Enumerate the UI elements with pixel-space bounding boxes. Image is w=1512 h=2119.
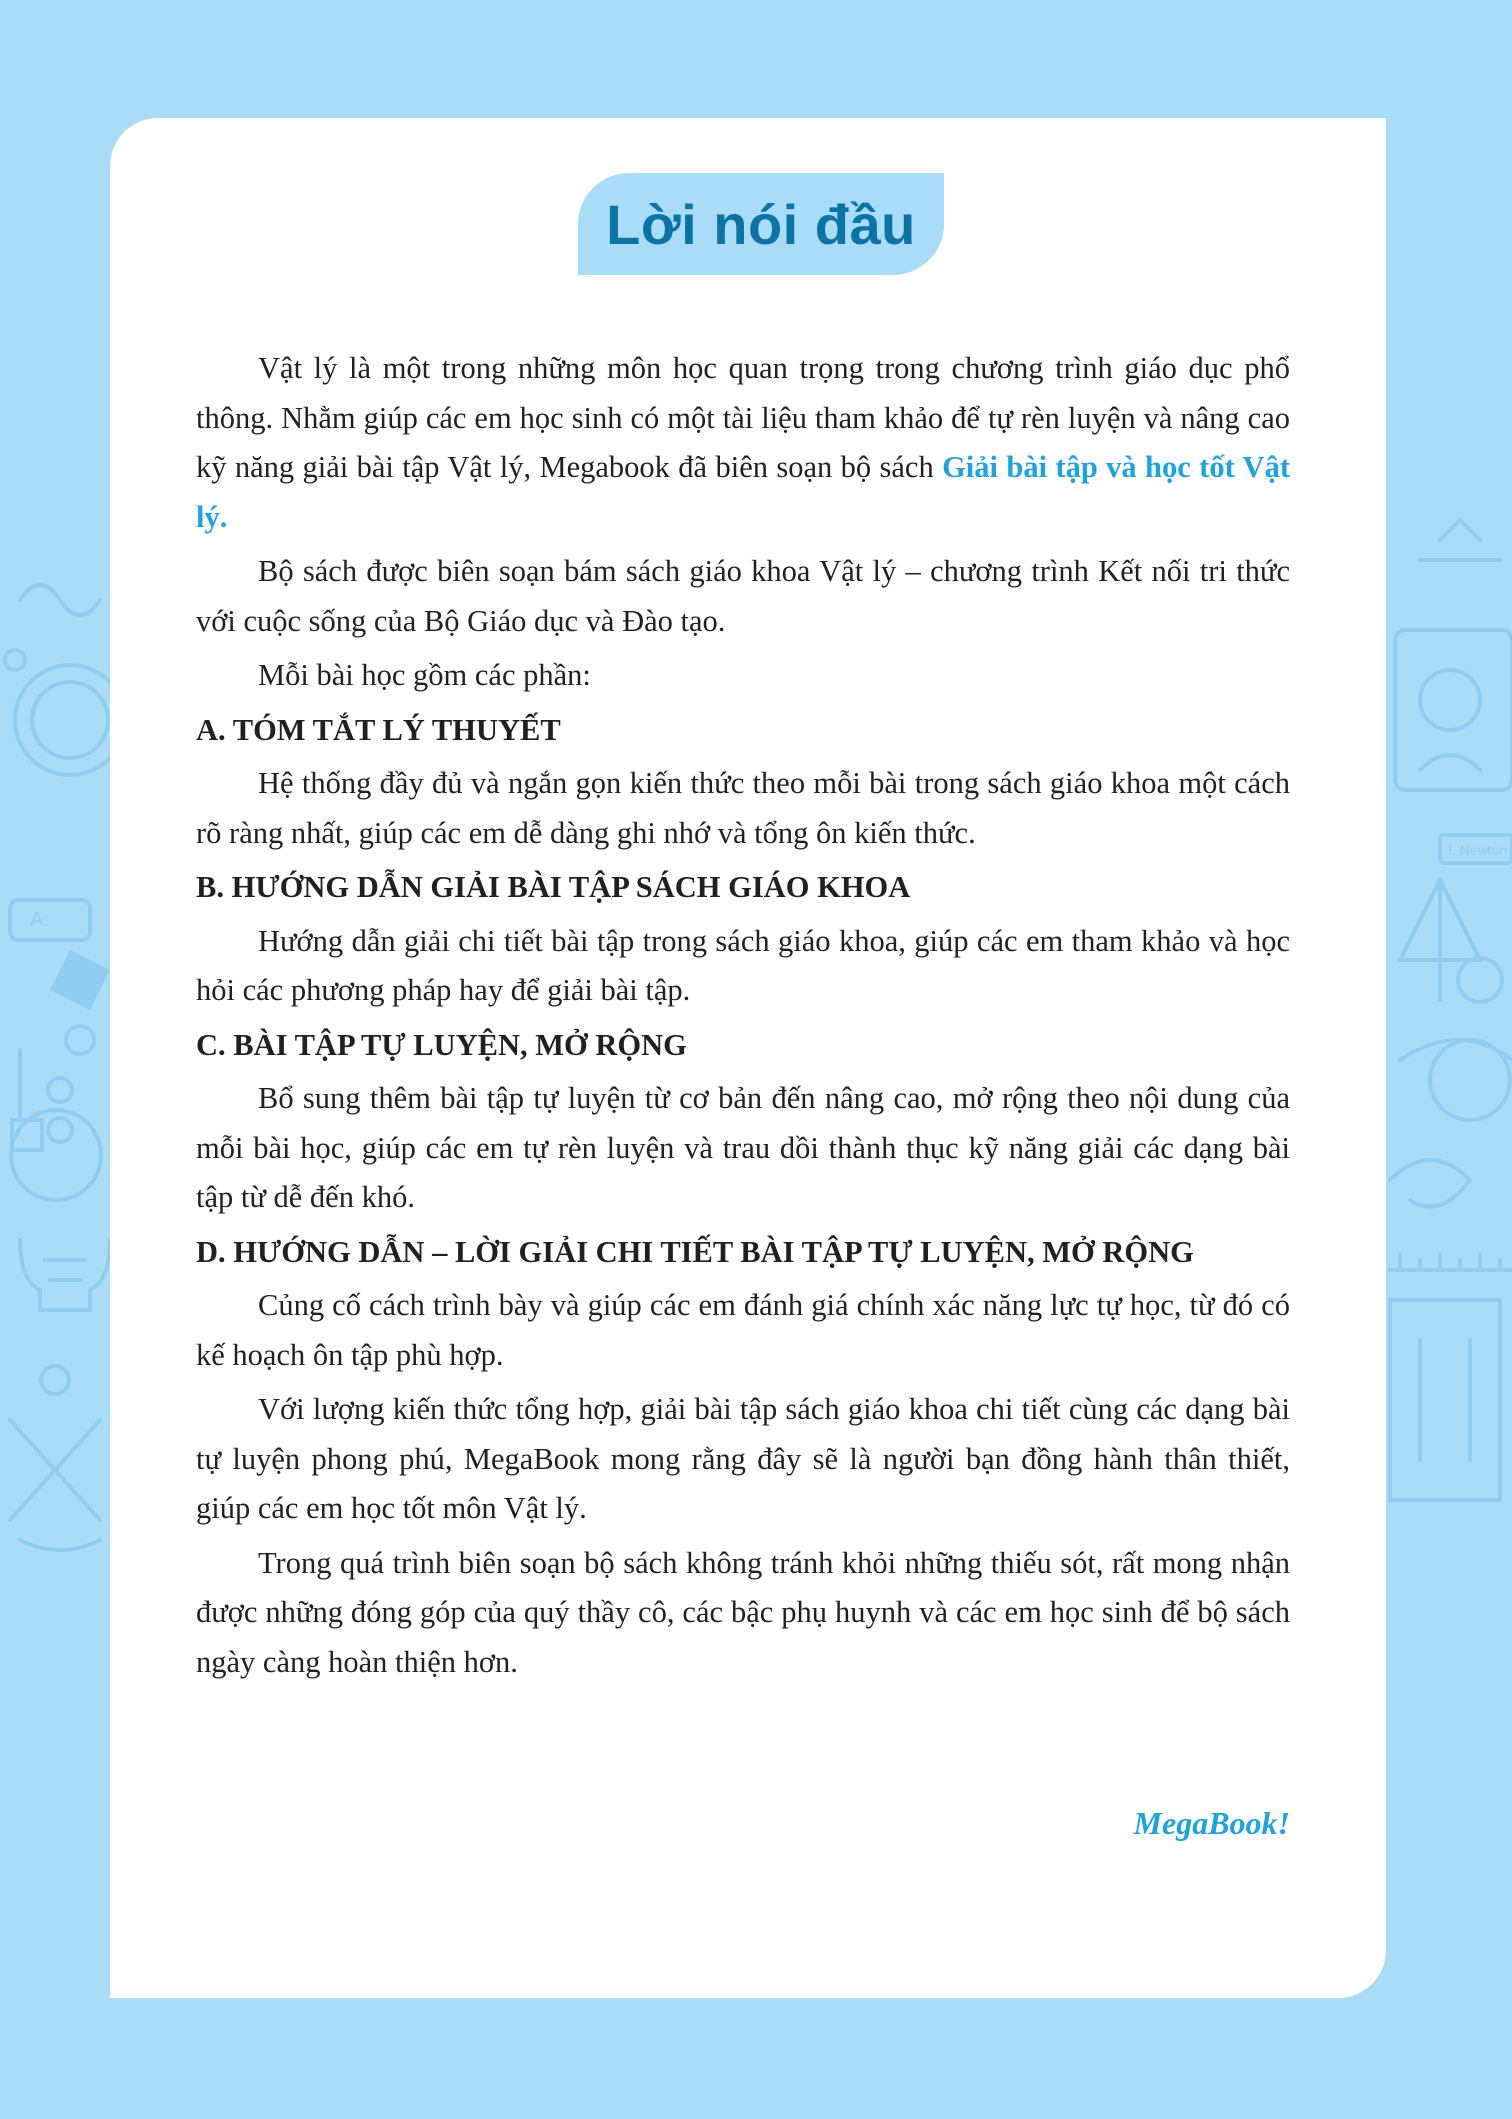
section-a-text: Hệ thống đầy đủ và ngắn gọn kiến thức theo mỗi bài trong sách giáo khoa một cách rõ ràng nhất, giúp các em dễ dàng ghi nhớ và tổng ôn kiến thức. [196, 766, 1290, 850]
closing-paragraph-2: Trong quá trình biên soạn bộ sách không tránh khỏi những thiếu sót, rất mong nhận được những đóng góp của quý thầy cô, các bậc phụ huynh và các em học sinh để bộ sách ngày càng hoàn thiện hơn. [196, 1545, 1290, 1679]
scope-paragraph: Bộ sách được biên soạn bám sách giáo khoa Vật lý – chương trình Kết nối tri thức với cuộc sống của Bộ Giáo dục và Đào tạo. [196, 554, 1290, 638]
content-card [110, 118, 1386, 1998]
door-icon [1390, 1300, 1500, 1500]
loop-icon [1390, 1160, 1470, 1207]
section-c-text: Bổ sung thêm bài tập tự luyện từ cơ bản đến nâng cao, mở rộng theo nội dung của mỗi bài học, giúp các em tự rèn luyện và trau dồi thành thục kỹ năng giải các dạng bài tập từ dễ đến khó. [196, 1081, 1290, 1214]
section-d-heading: D. HƯỚNG DẪN – LỜI GIẢI CHI TIẾT BÀI TẬP TỰ LUYỆN, MỞ RỘNG [196, 1234, 1194, 1269]
preface-body [196, 344, 1290, 1692]
cone-icon [10, 1420, 100, 1520]
funnel-icon [50, 950, 110, 1010]
wave-icon [20, 585, 100, 615]
structure-intro: Mỗi bài học gồm các phần: [258, 658, 591, 692]
section-b-heading: B. HƯỚNG DẪN GIẢI BÀI TẬP SÁCH GIÁO KHOA [196, 870, 911, 904]
closing-paragraph-1: Với lượng kiến thức tổng hợp, giải bài tập sách giáo khoa chi tiết cùng các dạng bài tự luyện phong phú, MegaBook mong rằng đây sẽ là người bạn đồng hành thân thiết, giúp các em học tốt môn Vật lý. [196, 1392, 1290, 1525]
newton-label: I. Newton [1448, 842, 1508, 858]
ruler-icon [1390, 1255, 1512, 1270]
plus-circle-icon [41, 1366, 69, 1394]
lamp-icon [1420, 520, 1500, 560]
section-a-heading: A. TÓM TẮT LÝ THUYẾT [196, 712, 561, 747]
grade-card-icon [10, 900, 90, 940]
book-title: Giải bài tập và học tốt Vật lý. [196, 450, 1290, 534]
signature: MegaBook! [1133, 1805, 1290, 1841]
page-title: Lời nói đầu [606, 192, 916, 256]
newton-portrait-icon [1395, 630, 1512, 790]
intro-paragraph: Vật lý là một trong những môn học quan trọng trong chương trình giáo dục phổ thông. Nhằm giúp các em học sinh có một tài liệu tham khảo để tự rèn luyện và nâng cao kỹ năng giải bài tập Vật lý, Megabook đã biên soạn bộ sách Giải bài tập và học tốt Vật lý. [196, 351, 1290, 534]
section-c-heading: C. BÀI TẬP TỰ LUYỆN, MỞ RỘNG [196, 1027, 687, 1062]
title-pill [578, 173, 944, 275]
section-b-text: Hướng dẫn giải chi tiết bài tập trong sách giáo khoa, giúp các em tham khảo và học hỏi các phương pháp hay để giải bài tập. [196, 923, 1290, 1007]
grade-label: A. [30, 909, 49, 931]
section-d-text: Củng cố cách trình bày và giúp các em đánh giá chính xác năng lực tự học, từ đó có kế hoạch ôn tập phù hợp. [196, 1288, 1290, 1372]
